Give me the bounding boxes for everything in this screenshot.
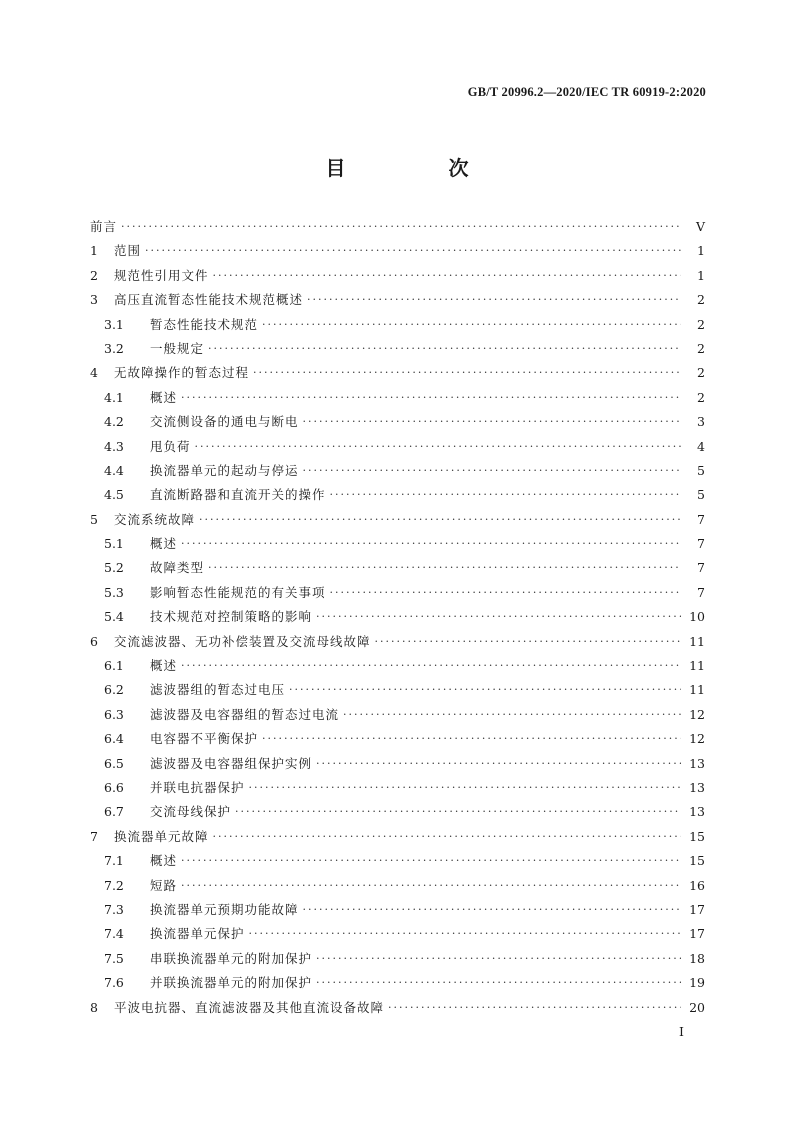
toc-entry-number: 4.4	[104, 462, 124, 478]
table-of-contents	[90, 215, 705, 1020]
toc-entry-number: 5.3	[104, 584, 124, 600]
toc-entry[interactable]	[90, 239, 705, 263]
toc-leader-dots	[195, 435, 681, 459]
toc-entry-number: 3	[90, 292, 98, 308]
toc-entry-page: 2	[697, 340, 705, 356]
toc-entry[interactable]	[90, 727, 705, 751]
toc-entry-page: 15	[689, 853, 705, 869]
toc-entry[interactable]	[90, 630, 705, 654]
toc-entry[interactable]	[90, 800, 705, 824]
toc-leader-dots	[208, 556, 681, 580]
toc-entry-number: 7.3	[104, 901, 124, 917]
toc-entry-page: 1	[697, 243, 705, 259]
toc-entry-page: 2	[697, 316, 705, 332]
toc-entry-label: 交流侧设备的通电与断电	[150, 414, 299, 430]
toc-entry-page: 12	[689, 706, 705, 722]
toc-entry-number: 7	[90, 828, 98, 844]
toc-entry-number: 7.2	[104, 877, 124, 893]
toc-entry-label: 规范性引用文件	[114, 267, 209, 283]
toc-entry-number: 3.1	[104, 316, 124, 332]
toc-entry-label: 概述	[150, 536, 178, 552]
toc-entry-page: 13	[689, 755, 705, 771]
toc-entry-page: 11	[689, 682, 705, 698]
toc-leader-dots	[316, 605, 681, 629]
toc-leader-dots	[235, 800, 681, 824]
toc-entry[interactable]	[90, 996, 705, 1020]
toc-entry-page: 18	[689, 950, 705, 966]
toc-entry-number: 5.1	[104, 536, 124, 552]
toc-entry-number: 7.1	[104, 853, 124, 869]
toc-entry-label: 前言	[90, 219, 118, 234]
toc-entry-number: 6.6	[104, 779, 124, 795]
toc-entry[interactable]	[90, 386, 705, 410]
toc-entry[interactable]	[90, 532, 705, 556]
toc-entry-label: 一般规定	[150, 340, 205, 356]
toc-entry[interactable]	[90, 605, 705, 629]
toc-entry-number: 6.4	[104, 731, 124, 747]
toc-entry[interactable]	[90, 947, 705, 971]
toc-entry[interactable]	[90, 410, 705, 434]
toc-leader-dots	[388, 996, 681, 1020]
toc-entry-label: 概述	[150, 853, 178, 869]
toc-entry-number: 6.2	[104, 682, 124, 698]
toc-entry-page: 2	[697, 292, 705, 308]
toc-entry-page: 11	[689, 658, 705, 674]
toc-entry[interactable]	[90, 898, 705, 922]
toc-entry-page: 17	[689, 901, 705, 917]
toc-entry[interactable]	[90, 313, 705, 337]
toc-entry-page: 13	[689, 779, 705, 795]
toc-entry-page: 12	[689, 731, 705, 747]
toc-entry-label: 平波电抗器、直流滤波器及其他直流设备故障	[114, 999, 385, 1015]
toc-entry[interactable]	[90, 361, 705, 385]
toc-entry-number: 2	[90, 267, 98, 283]
toc-leader-dots	[181, 654, 681, 678]
toc-entry-page: 11	[689, 633, 705, 649]
toc-entry[interactable]	[90, 508, 705, 532]
toc-entry-page: 4	[697, 438, 705, 454]
toc-entry[interactable]	[90, 678, 705, 702]
toc-entry-label: 交流母线保护	[150, 804, 232, 820]
toc-entry-label: 短路	[150, 877, 178, 893]
toc-leader-dots	[303, 459, 681, 483]
toc-entry-page: 10	[689, 609, 705, 625]
toc-entry-number: 6.7	[104, 804, 124, 820]
toc-entry-page: 7	[697, 536, 705, 552]
toc-leader-dots	[316, 947, 681, 971]
toc-entry-page: V	[695, 219, 705, 234]
toc-leader-dots	[199, 508, 681, 532]
toc-entry[interactable]	[90, 215, 705, 239]
toc-entry-label: 故障类型	[150, 560, 205, 576]
toc-entry-label: 换流器单元故障	[114, 828, 209, 844]
toc-leader-dots	[289, 678, 681, 702]
toc-leader-dots	[145, 239, 681, 263]
toc-leader-dots	[121, 215, 681, 239]
toc-entry-page: 5	[697, 487, 705, 503]
toc-entry-number: 7.4	[104, 926, 124, 942]
toc-entry-page: 2	[697, 389, 705, 405]
toc-leader-dots	[262, 727, 681, 751]
toc-entry-page: 3	[697, 414, 705, 430]
toc-entry-number: 6	[90, 633, 98, 649]
toc-entry-label: 高压直流暂态性能技术规范概述	[114, 292, 304, 308]
toc-leader-dots	[307, 288, 681, 312]
toc-entry-page: 17	[689, 926, 705, 942]
toc-leader-dots	[213, 264, 681, 288]
toc-entry-label: 甩负荷	[150, 438, 191, 454]
toc-leader-dots	[316, 752, 681, 776]
toc-entry-number: 6.3	[104, 706, 124, 722]
toc-entry-label: 直流断路器和直流开关的操作	[150, 487, 326, 503]
toc-leader-dots	[303, 410, 681, 434]
toc-entry-number: 4.3	[104, 438, 124, 454]
toc-entry-page: 7	[697, 584, 705, 600]
toc-entry-label: 交流滤波器、无功补偿装置及交流母线故障	[114, 633, 371, 649]
toc-entry-label: 滤波器组的暂态过电压	[150, 682, 286, 698]
toc-leader-dots	[181, 849, 681, 873]
toc-entry[interactable]	[90, 654, 705, 678]
toc-entry[interactable]	[90, 752, 705, 776]
toc-entry[interactable]	[90, 825, 705, 849]
toc-entry-number: 5	[90, 511, 98, 527]
toc-entry[interactable]	[90, 435, 705, 459]
toc-entry-label: 滤波器及电容器组保护实例	[150, 755, 313, 771]
toc-entry-page: 16	[689, 877, 705, 893]
toc-entry-label: 串联换流器单元的附加保护	[150, 950, 313, 966]
toc-entry-number: 1	[90, 243, 98, 259]
toc-entry-number: 3.2	[104, 340, 124, 356]
toc-entry-label: 影响暂态性能规范的有关事项	[150, 584, 326, 600]
toc-entry-label: 换流器单元预期功能故障	[150, 901, 299, 917]
toc-entry-label: 技术规范对控制策略的影响	[150, 609, 313, 625]
toc-entry-number: 7.5	[104, 950, 124, 966]
toc-leader-dots	[181, 532, 681, 556]
toc-entry-label: 暂态性能技术规范	[150, 316, 259, 332]
toc-entry-label: 换流器单元保护	[150, 926, 245, 942]
toc-leader-dots	[330, 483, 681, 507]
toc-entry[interactable]	[90, 849, 705, 873]
toc-entry-label: 电容器不平衡保护	[150, 731, 259, 747]
page-number: I	[679, 1024, 684, 1039]
toc-leader-dots	[181, 874, 681, 898]
toc-entry-page: 1	[697, 267, 705, 283]
toc-entry-number: 8	[90, 999, 98, 1015]
toc-entry[interactable]	[90, 581, 705, 605]
toc-entry-label: 无故障操作的暂态过程	[114, 365, 250, 381]
toc-leader-dots	[262, 313, 681, 337]
toc-leader-dots	[316, 971, 681, 995]
toc-entry[interactable]	[90, 264, 705, 288]
toc-entry-page: 7	[697, 560, 705, 576]
toc-entry[interactable]	[90, 971, 705, 995]
toc-entry[interactable]	[90, 459, 705, 483]
toc-entry-page: 7	[697, 511, 705, 527]
toc-entry-number: 5.4	[104, 609, 124, 625]
toc-leader-dots	[181, 386, 681, 410]
toc-leader-dots	[343, 703, 681, 727]
toc-leader-dots	[208, 337, 681, 361]
toc-leader-dots	[213, 825, 681, 849]
toc-leader-dots	[330, 581, 681, 605]
toc-entry[interactable]	[90, 703, 705, 727]
toc-leader-dots	[249, 922, 681, 946]
toc-leader-dots	[375, 630, 681, 654]
toc-entry-label: 概述	[150, 658, 178, 674]
toc-entry-label: 交流系统故障	[114, 511, 196, 527]
toc-entry-label: 滤波器及电容器组的暂态过电流	[150, 706, 340, 722]
toc-entry-number: 5.2	[104, 560, 124, 576]
toc-entry-page: 19	[689, 975, 705, 991]
toc-entry-page: 2	[697, 365, 705, 381]
toc-entry-label: 并联换流器单元的附加保护	[150, 975, 313, 991]
toc-entry-page: 13	[689, 804, 705, 820]
toc-entry-number: 6.1	[104, 658, 124, 674]
toc-leader-dots	[249, 776, 681, 800]
toc-entry[interactable]	[90, 874, 705, 898]
toc-entry-number: 4	[90, 365, 98, 381]
toc-entry-label: 并联电抗器保护	[150, 779, 245, 795]
toc-entry[interactable]	[90, 776, 705, 800]
standard-code: GB/T 20996.2—2020/IEC TR 60919-2:2020	[467, 85, 706, 99]
toc-leader-dots	[253, 361, 681, 385]
toc-entry[interactable]	[90, 288, 705, 312]
toc-entry-number: 7.6	[104, 975, 124, 991]
toc-leader-dots	[303, 898, 681, 922]
toc-entry-page: 5	[697, 462, 705, 478]
toc-entry-number: 4.5	[104, 487, 124, 503]
toc-entry-label: 换流器单元的起动与停运	[150, 462, 299, 478]
toc-entry-number: 4.2	[104, 414, 124, 430]
toc-entry[interactable]	[90, 337, 705, 361]
toc-entry-label: 范围	[114, 243, 142, 259]
toc-entry-number: 4.1	[104, 389, 124, 405]
toc-entry[interactable]	[90, 922, 705, 946]
page-title: 目 次	[325, 156, 517, 180]
toc-entry[interactable]	[90, 483, 705, 507]
toc-entry-label: 概述	[150, 389, 178, 405]
toc-entry-number: 6.5	[104, 755, 124, 771]
toc-entry-page: 20	[689, 999, 705, 1015]
toc-entry[interactable]	[90, 556, 705, 580]
toc-entry-page: 15	[689, 828, 705, 844]
